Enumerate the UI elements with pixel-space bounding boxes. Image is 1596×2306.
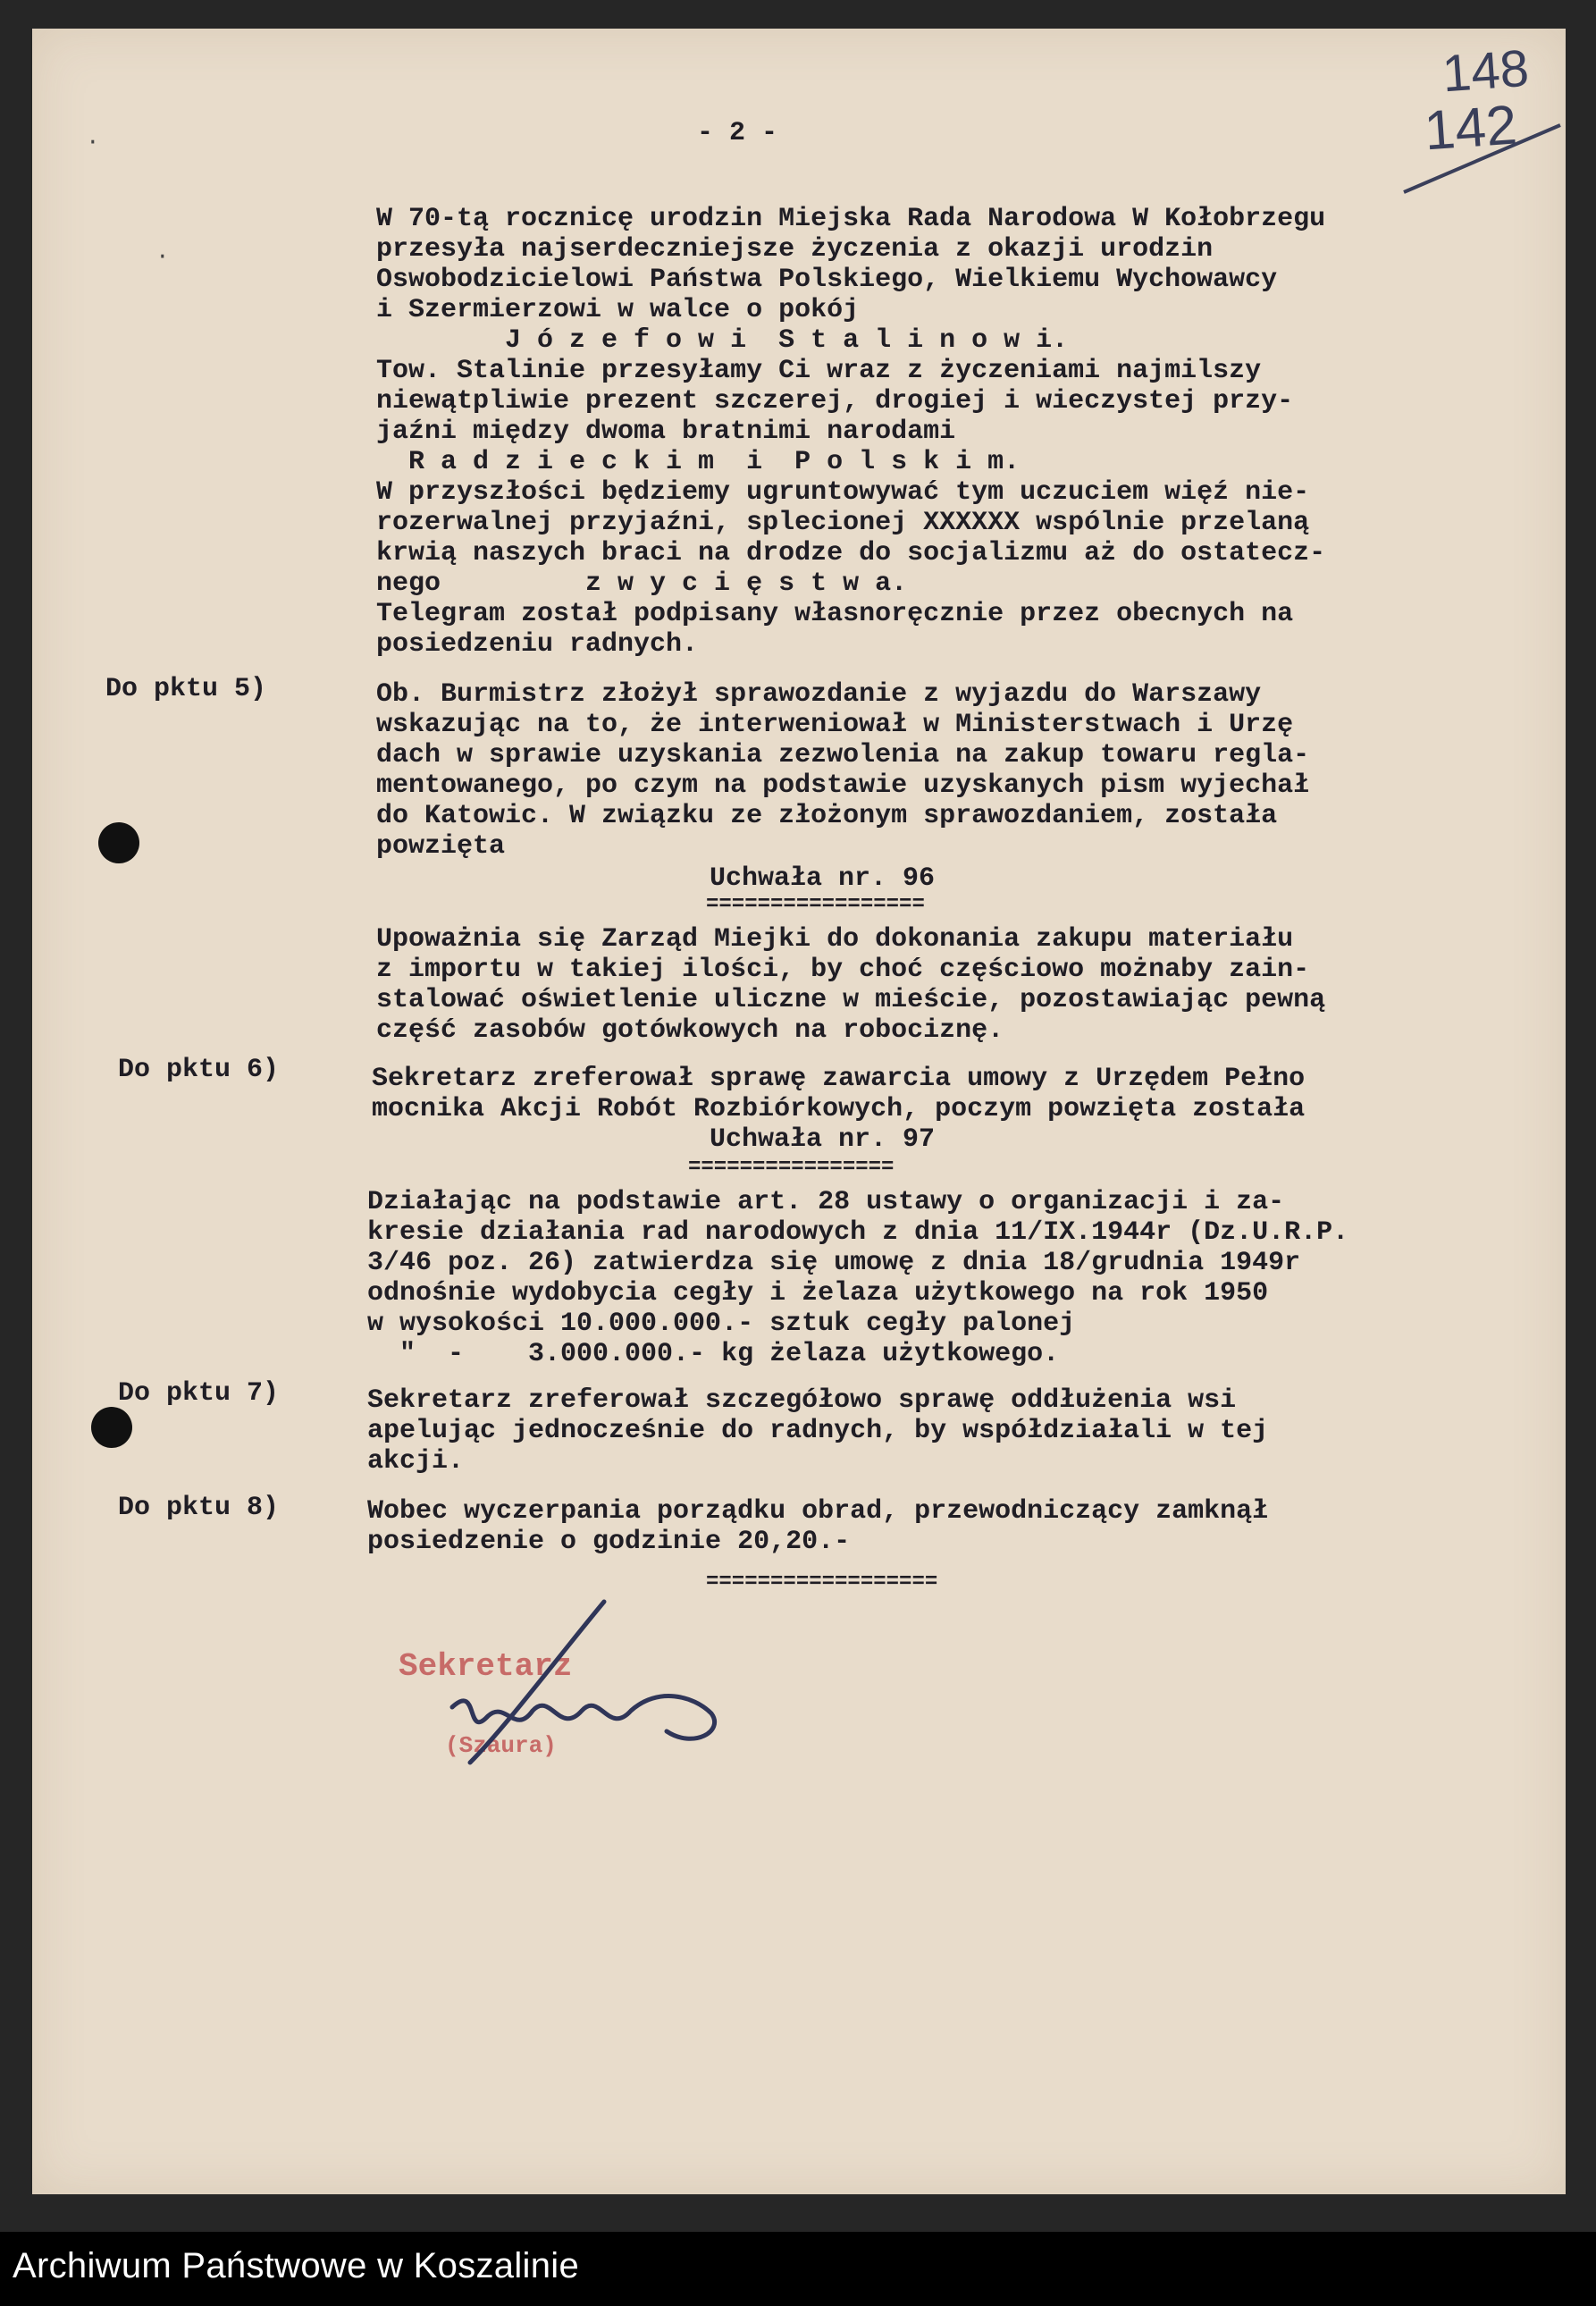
body-line: stalować oświetlenie uliczne w mieście, pozostawiając pewną bbox=[376, 985, 1326, 1015]
folio-number-old: 142 bbox=[1422, 94, 1519, 163]
body-line: Telegram został podpisany własnoręcznie przez obecnych na bbox=[376, 599, 1294, 629]
body-line: część zasobów gotówkowych na robociznę. bbox=[376, 1015, 1004, 1046]
body-line: nego z w y c i ę s t w a. bbox=[376, 568, 908, 599]
resolution-heading: Uchwała nr. 96 bbox=[710, 863, 936, 894]
punch-hole bbox=[98, 822, 139, 863]
body-line: W przyszłości będziemy ugruntowywać tym uczuciem więź nie- bbox=[376, 477, 1310, 508]
body-line: powzięta bbox=[376, 831, 506, 862]
agenda-label: Do pktu 5) bbox=[105, 674, 267, 704]
punch-hole bbox=[91, 1407, 132, 1448]
handwritten-signature bbox=[416, 1557, 756, 1789]
body-line: z importu w takiej ilości, by choć częściowo możnaby zain- bbox=[376, 955, 1310, 985]
body-line: rozerwalnej przyjaźni, splecionej XXXXXX wspólnie przelaną bbox=[376, 508, 1310, 538]
body-line: wskazując na to, że interweniował w Ministerstwach i Urzę bbox=[376, 710, 1294, 740]
body-line: niewątpliwie prezent szczerej, drogiej i wieczystej przy- bbox=[376, 386, 1294, 417]
body-line: krwią naszych braci na drodze do socjalizmu aż do ostatecz- bbox=[376, 538, 1326, 568]
body-line: odnośnie wydobycia cegły i żelaza użytkowego na rok 1950 bbox=[367, 1278, 1269, 1309]
agenda-label: Do pktu 7) bbox=[118, 1378, 280, 1409]
body-line: Sekretarz zreferował sprawę zawarcia umowy z Urzędem Pełno bbox=[372, 1064, 1306, 1094]
body-line: akcji. bbox=[367, 1446, 465, 1477]
official-stamp-name: (Szaura) bbox=[445, 1732, 557, 1759]
body-line: jaźni między dwoma bratnimi narodami bbox=[376, 417, 956, 447]
body-line: Sekretarz zreferował szczegółowo sprawę oddłużenia wsi bbox=[367, 1385, 1237, 1416]
margin-speck: · bbox=[155, 243, 170, 270]
body-line: Wobec wyczerpania porządku obrad, przewodniczący zamknął bbox=[367, 1496, 1269, 1527]
resolution-rule: ================= bbox=[706, 893, 925, 917]
body-line: Tow. Stalinie przesyłamy Ci wraz z życzeniami najmilszy bbox=[376, 356, 1262, 386]
body-line: " - 3.000.000.- kg żelaza użytkowego. bbox=[367, 1339, 1060, 1369]
body-line: dach w sprawie uzyskania zezwolenia na zakup towaru regla- bbox=[376, 740, 1310, 770]
body-line: R a d z i e c k i m i P o l s k i m. bbox=[376, 447, 1021, 477]
body-line: do Katowic. W związku ze złożonym sprawozdaniem, została bbox=[376, 801, 1278, 831]
body-line: Oswobodzicielowi Państwa Polskiego, Wielkiemu Wychowawcy bbox=[376, 265, 1278, 295]
body-line: mentowanego, po czym na podstawie uzyskanych pism wyjechał bbox=[376, 770, 1310, 801]
resolution-rule: ================ bbox=[688, 1156, 895, 1180]
archive-name: Archiwum Państwowe w Koszalinie bbox=[13, 2246, 579, 2285]
body-line: posiedzeniu radnych. bbox=[376, 629, 699, 660]
body-line: apelując jednocześnie do radnych, by współdziałali w tej bbox=[367, 1416, 1269, 1446]
body-line: mocnika Akcji Robót Rozbiórkowych, poczym powzięta została bbox=[372, 1094, 1306, 1124]
closing-rule: ================== bbox=[706, 1570, 938, 1595]
body-line: kresie działania rad narodowych z dnia 11/IX.1944r (Dz.U.R.P. bbox=[367, 1217, 1349, 1248]
resolution-heading: Uchwała nr. 97 bbox=[710, 1124, 936, 1155]
body-line: i Szermierzowi w walce o pokój bbox=[376, 295, 860, 325]
agenda-label: Do pktu 8) bbox=[118, 1493, 280, 1523]
official-stamp-title: Sekretarz bbox=[399, 1648, 573, 1685]
document-page bbox=[32, 29, 1566, 2194]
body-line: przesyła najserdeczniejsze życzenia z okazji urodzin bbox=[376, 234, 1214, 265]
margin-speck: · bbox=[86, 129, 100, 156]
body-line: Działając na podstawie art. 28 ustawy o organizacji i za- bbox=[367, 1187, 1285, 1217]
body-line: 3/46 poz. 26) zatwierdza się umowę z dnia 18/grudnia 1949r bbox=[367, 1248, 1301, 1278]
body-line: W 70-tą rocznicę urodzin Miejska Rada Narodowa W Kołobrzegu bbox=[376, 204, 1326, 234]
body-line: Ob. Burmistrz złożył sprawozdanie z wyjazdu do Warszawy bbox=[376, 679, 1262, 710]
folio-number-new: 148 bbox=[1440, 38, 1531, 104]
body-line: J ó z e f o w i S t a l i n o w i. bbox=[376, 325, 1069, 356]
page-number: - 2 - bbox=[697, 118, 778, 148]
body-line: Upoważnia się Zarząd Miejki do dokonania zakupu materiału bbox=[376, 924, 1294, 955]
folio-strike-mark bbox=[1399, 107, 1569, 206]
body-line: w wysokości 10.000.000.- sztuk cegły palonej bbox=[367, 1309, 1076, 1339]
archive-footer bbox=[0, 2232, 1596, 2306]
agenda-label: Do pktu 6) bbox=[118, 1055, 280, 1085]
body-line: posiedzenie o godzinie 20,20.- bbox=[367, 1527, 851, 1557]
